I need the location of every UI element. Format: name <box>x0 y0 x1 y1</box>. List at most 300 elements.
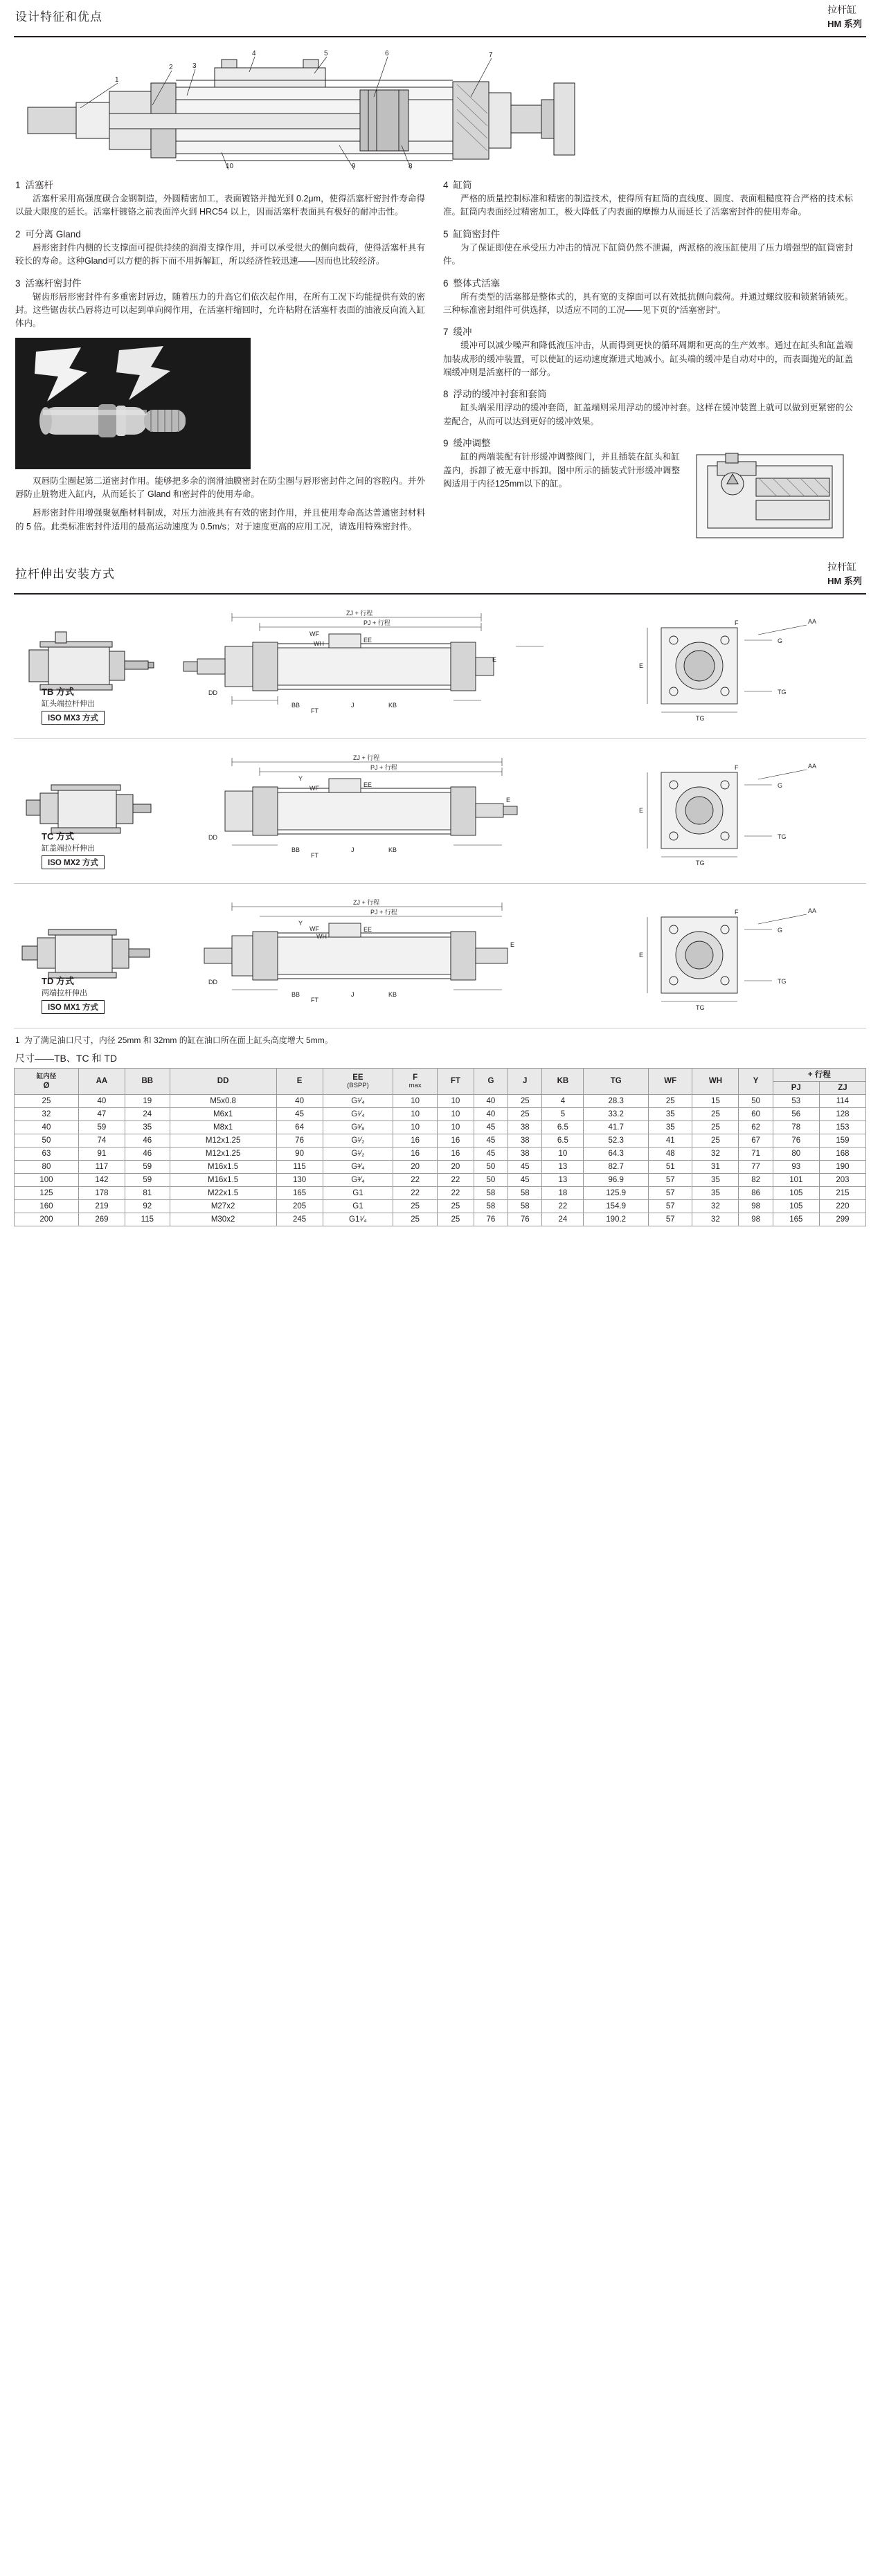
cell-bore: 200 <box>15 1213 79 1226</box>
svg-text:FT: FT <box>311 851 318 859</box>
cell-value: 32 <box>692 1200 739 1213</box>
cell-value: 22 <box>437 1187 474 1200</box>
svg-text:1: 1 <box>115 76 119 84</box>
cell-value: 45 <box>474 1121 508 1134</box>
cell-value: 38 <box>508 1134 542 1148</box>
section1-header <box>0 0 880 36</box>
cell-value: 53 <box>773 1095 819 1108</box>
cell-value: 32 <box>692 1148 739 1161</box>
svg-text:AA: AA <box>808 617 817 625</box>
cell-value: 215 <box>819 1187 865 1200</box>
cell-value: 101 <box>773 1174 819 1187</box>
cell-value: 25 <box>649 1095 692 1108</box>
cell-value: G³⁄₄ <box>323 1161 393 1174</box>
product-series-label: HM 系列 <box>827 19 862 29</box>
svg-text:KB: KB <box>388 990 397 998</box>
cell-value: 24 <box>542 1213 584 1226</box>
svg-text:AA: AA <box>808 762 817 770</box>
cell-value: 22 <box>542 1200 584 1213</box>
svg-text:4: 4 <box>252 50 256 57</box>
cell-value: 165 <box>773 1213 819 1226</box>
mounting-tc-dimension-drawing <box>156 748 599 875</box>
cell-value: M8x1 <box>170 1121 276 1134</box>
cell-value: 62 <box>739 1121 773 1134</box>
svg-text:KB: KB <box>388 846 397 853</box>
mounting-td-iso: ISO MX1 方式 <box>42 1000 105 1014</box>
cell-value: 22 <box>393 1187 438 1200</box>
cell-value: 46 <box>125 1148 170 1161</box>
cell-value: 59 <box>125 1161 170 1174</box>
svg-text:KB: KB <box>388 701 397 709</box>
cell-value: 76 <box>508 1213 542 1226</box>
svg-text:DD: DD <box>208 833 217 841</box>
cell-value: 299 <box>819 1213 865 1226</box>
cell-value: 35 <box>649 1108 692 1121</box>
cell-value: 105 <box>773 1187 819 1200</box>
cell-value: 128 <box>819 1108 865 1121</box>
feature-9 <box>443 435 853 491</box>
cell-value: 60 <box>739 1108 773 1121</box>
cell-bore: 63 <box>15 1148 79 1161</box>
product-family-label: 拉杆缸 <box>827 4 857 15</box>
cell-value: 18 <box>542 1187 584 1200</box>
col-bb: BB <box>125 1069 170 1095</box>
cell-value: 91 <box>78 1148 125 1161</box>
svg-text:TG: TG <box>778 688 787 696</box>
cell-value: M22x1.5 <box>170 1187 276 1200</box>
cell-value: 40 <box>474 1095 508 1108</box>
cell-value: G³⁄₄ <box>323 1174 393 1187</box>
cell-value: 24 <box>125 1108 170 1121</box>
svg-text:E: E <box>639 951 644 959</box>
cell-bore: 25 <box>15 1095 79 1108</box>
cell-value: 56 <box>773 1108 819 1121</box>
cell-value: G1 <box>323 1200 393 1213</box>
feature-6-number: 6 <box>443 278 449 289</box>
cell-value: 57 <box>649 1200 692 1213</box>
svg-text:G: G <box>778 926 783 934</box>
cell-value: 16 <box>393 1148 438 1161</box>
svg-text:WH: WH <box>316 932 327 940</box>
mounting-td-dimension-drawing <box>156 893 599 1019</box>
svg-text:G: G <box>778 781 783 789</box>
svg-text:FT: FT <box>311 996 318 1004</box>
cell-value: G1¹⁄₄ <box>323 1213 393 1226</box>
cell-value: 38 <box>508 1148 542 1161</box>
cell-value: 153 <box>819 1121 865 1134</box>
cell-bore: 100 <box>15 1174 79 1187</box>
cell-value: 82 <box>739 1174 773 1187</box>
feature-5-number: 5 <box>443 228 449 239</box>
table-row <box>15 1200 866 1213</box>
cell-value: 78 <box>773 1121 819 1134</box>
svg-text:E: E <box>506 796 511 804</box>
section2-header-right <box>827 560 862 588</box>
feature-5 <box>443 226 853 269</box>
cell-value: 90 <box>276 1148 323 1161</box>
cell-value: 115 <box>125 1213 170 1226</box>
cell-value: 154.9 <box>584 1200 649 1213</box>
mounting-tb-label <box>42 684 105 725</box>
seal-caption-2: 唇形密封件用增强聚氨酯材料制成，对压力油液具有有效的密封作用，并且使用寿命高达普通密封材料的 5 倍。此类标准密封件适用的最高运动速度为 0.5m/s；对于速度更高的应用工况，请选用特殊密封件。 <box>15 508 425 532</box>
cell-value: 205 <box>276 1200 323 1213</box>
feature-6-heading: 整体式活塞 <box>453 278 501 289</box>
cell-value: 40 <box>78 1095 125 1108</box>
mounting-td-desc: 两端拉杆伸出 <box>42 989 87 998</box>
table-row <box>15 1108 866 1121</box>
cell-value: 178 <box>78 1187 125 1200</box>
mounting-tb-dimension-drawing <box>156 604 599 730</box>
col-aa: AA <box>78 1069 125 1095</box>
cell-value: 98 <box>739 1200 773 1213</box>
mounting-tc-desc: 缸盖端拉杆伸出 <box>42 844 95 853</box>
feature-5-heading: 缸筒密封件 <box>453 228 501 239</box>
feature-4-body: 严格的质量控制标准和精密的制造技术，使得所有缸筒的直线度、圆度、表面粗糙度符合严格的技术标准。缸筒内表面经过精密加工，极大降低了内表面的摩擦力从而延长了活塞密封件的使用寿命。 <box>443 194 853 217</box>
col-y: Y <box>739 1069 773 1095</box>
cell-value: 64.3 <box>584 1148 649 1161</box>
cell-value: 48 <box>649 1148 692 1161</box>
svg-text:BB: BB <box>291 701 300 709</box>
feature-7-body: 缓冲可以减少噪声和降低液压冲击，从而得到更快的循环周期和更高的生产效率。通过在缸头和缸盖端加装成形的缓冲装置，可以使缸的运动速度渐进式地减小。缸头端的缓冲是自动对中的，而表面抛光的缸盖端缓冲则是活塞杆的一部分。 <box>443 341 853 377</box>
col-f-sub: max <box>408 1081 422 1089</box>
cell-value: 105 <box>773 1200 819 1213</box>
svg-text:TG: TG <box>778 977 787 985</box>
mounting-block-td <box>14 888 866 1028</box>
cell-value: 31 <box>692 1161 739 1174</box>
cell-value: 190 <box>819 1161 865 1174</box>
section2-header <box>0 557 880 593</box>
feature-4-heading: 缸筒 <box>453 180 472 190</box>
cell-value: 32 <box>692 1213 739 1226</box>
cell-value: 25 <box>692 1108 739 1121</box>
mounting-tc-label <box>42 829 105 869</box>
cell-value: 5 <box>542 1108 584 1121</box>
table-row <box>15 1174 866 1187</box>
cell-value: M12x1.25 <box>170 1134 276 1148</box>
col-ee: EE (BSPP) <box>323 1069 393 1095</box>
cell-value: 22 <box>437 1174 474 1187</box>
cell-value: 46 <box>125 1134 170 1148</box>
cell-value: 269 <box>78 1213 125 1226</box>
cell-value: 115 <box>276 1161 323 1174</box>
section1-title: 设计特征和优点 <box>15 10 102 24</box>
cell-value: 13 <box>542 1161 584 1174</box>
svg-text:WH: WH <box>314 640 324 647</box>
cell-value: 10 <box>393 1121 438 1134</box>
feature-8-body: 缸头端采用浮动的缓冲套筒，缸盖端则采用浮动的缓冲衬套。这样在缓冲装置上就可以做到更紧密的公差配合，从而可以达到更好的缓冲效果。 <box>443 403 853 426</box>
col-kb: KB <box>542 1069 584 1095</box>
section2-title: 拉杆伸出安装方式 <box>15 568 115 581</box>
cell-value: 40 <box>276 1095 323 1108</box>
cell-value: 165 <box>276 1187 323 1200</box>
col-tg: TG <box>584 1069 649 1095</box>
cell-value: 203 <box>819 1174 865 1187</box>
cell-value: 81 <box>125 1187 170 1200</box>
cell-value: 16 <box>437 1134 474 1148</box>
col-g: G <box>474 1069 508 1095</box>
table-row <box>15 1213 866 1226</box>
table-row <box>15 1095 866 1108</box>
svg-text:WF: WF <box>309 784 319 792</box>
col-zj: ZJ <box>819 1082 865 1095</box>
mounting-tc-code: TC 方式 <box>42 831 74 842</box>
features-right-column <box>443 177 853 545</box>
cell-value: 76 <box>773 1134 819 1148</box>
svg-text:J: J <box>351 990 354 998</box>
cell-value: 59 <box>78 1121 125 1134</box>
cell-value: 10 <box>437 1108 474 1121</box>
svg-text:ZJ + 行程: ZJ + 行程 <box>346 609 373 617</box>
cell-value: 25 <box>508 1108 542 1121</box>
cell-bore: 160 <box>15 1200 79 1213</box>
svg-text:10: 10 <box>226 163 234 170</box>
cell-value: 57 <box>649 1187 692 1200</box>
cell-value: 82.7 <box>584 1161 649 1174</box>
feature-7-number: 7 <box>443 327 449 338</box>
cell-value: 50 <box>739 1095 773 1108</box>
svg-text:ZJ + 行程: ZJ + 行程 <box>353 898 380 906</box>
feature-9-heading: 缓冲调整 <box>453 438 491 449</box>
cell-value: 57 <box>649 1213 692 1226</box>
dimension-table-title: 尺寸——TB、TC 和 TD <box>15 1053 117 1064</box>
svg-text:DD: DD <box>208 978 217 986</box>
svg-text:E: E <box>492 655 497 663</box>
table-row <box>15 1187 866 1200</box>
feature-8-number: 8 <box>443 389 449 400</box>
product-family-label-2: 拉杆缸 <box>827 561 857 573</box>
svg-text:9: 9 <box>352 163 356 170</box>
cell-value: 142 <box>78 1174 125 1187</box>
svg-text:7: 7 <box>489 51 493 59</box>
mounting-tb-code: TB 方式 <box>42 687 74 698</box>
cell-value: 220 <box>819 1200 865 1213</box>
cell-value: 40 <box>474 1108 508 1121</box>
product-series-label-2: HM 系列 <box>827 576 862 587</box>
cell-value: 45 <box>474 1148 508 1161</box>
svg-text:F: F <box>735 763 739 771</box>
cell-value: 92 <box>125 1200 170 1213</box>
cell-value: 16 <box>437 1148 474 1161</box>
table-row <box>15 1161 866 1174</box>
mounting-td-label <box>42 974 105 1014</box>
cell-value: G¹⁄₄ <box>323 1095 393 1108</box>
feature-9-body: 缸的两端装配有针形缓冲调整阀门，并且插装在缸头和缸盖内，拆卸了被无意中拆卸。图中所示的插装式针形缓冲调整阀适用于内径125mm以下的缸。 <box>443 452 680 489</box>
svg-text:TG: TG <box>696 859 705 867</box>
cell-value: 96.9 <box>584 1174 649 1187</box>
svg-text:2: 2 <box>169 64 173 71</box>
cell-value: 45 <box>474 1134 508 1148</box>
cell-value: 4 <box>542 1095 584 1108</box>
cell-value: M16x1.5 <box>170 1174 276 1187</box>
mounting-tc-end-view <box>599 752 862 871</box>
cell-value: 41.7 <box>584 1121 649 1134</box>
mounting-td-code: TD 方式 <box>42 976 74 987</box>
feature-2-number: 2 <box>15 228 21 239</box>
svg-text:FT: FT <box>311 707 318 714</box>
feature-1 <box>15 177 425 219</box>
cell-value: 25 <box>393 1200 438 1213</box>
col-group-stroke: + 行程 <box>773 1069 865 1082</box>
cell-value: 64 <box>276 1121 323 1134</box>
cell-value: 25 <box>692 1121 739 1134</box>
feature-2-body: 唇形密封件内侧的长支撑面可提供持续的润滑支撑作用，并可以承受很大的侧向载荷，使得活塞杆具有较长的寿命。这种Gland可以方便的拆下而不用拆解缸，所以经济性较迅速——因而也比较经济。 <box>15 242 425 266</box>
feature-9-number: 9 <box>443 438 449 449</box>
cell-value: 77 <box>739 1161 773 1174</box>
svg-text:F: F <box>735 619 739 626</box>
feature-2-heading: 可分离 Gland <box>25 228 81 239</box>
feature-4-number: 4 <box>443 180 449 190</box>
cell-bore: 125 <box>15 1187 79 1200</box>
svg-text:J: J <box>351 846 354 853</box>
cell-value: 52.3 <box>584 1134 649 1148</box>
cell-value: 58 <box>474 1187 508 1200</box>
feature-3 <box>15 275 425 331</box>
col-wh: WH <box>692 1069 739 1095</box>
cell-value: 38 <box>508 1121 542 1134</box>
cell-value: G¹⁄₂ <box>323 1148 393 1161</box>
svg-text:E: E <box>639 662 644 669</box>
feature-1-number: 1 <box>15 180 21 190</box>
feature-7 <box>443 324 853 379</box>
cell-value: 50 <box>474 1161 508 1174</box>
cell-value: 25 <box>393 1213 438 1226</box>
cell-value: G¹⁄₄ <box>323 1108 393 1121</box>
cell-value: G¹⁄₂ <box>323 1134 393 1148</box>
mounting-td-end-view <box>599 896 862 1016</box>
svg-text:DD: DD <box>208 689 217 696</box>
cell-value: G1 <box>323 1187 393 1200</box>
cell-value: 10 <box>393 1108 438 1121</box>
cell-value: 35 <box>692 1187 739 1200</box>
cell-value: 71 <box>739 1148 773 1161</box>
dimension-table-body <box>15 1095 866 1226</box>
table-row <box>15 1134 866 1148</box>
feature-4 <box>443 177 853 219</box>
cell-value: 219 <box>78 1200 125 1213</box>
cell-value: 76 <box>276 1134 323 1148</box>
col-ee-sub: (BSPP) <box>347 1081 369 1089</box>
feature-3-number: 3 <box>15 278 21 289</box>
svg-text:G: G <box>778 637 783 644</box>
cell-value: 22 <box>393 1174 438 1187</box>
cell-value: 25 <box>508 1095 542 1108</box>
cell-value: 10 <box>542 1148 584 1161</box>
header-divider-2 <box>14 593 866 595</box>
feature-5-body: 为了保证即使在承受压力冲击的情况下缸筒仍然不泄漏，两派格的液压缸使用了压力增强型的缸筒密封件。 <box>443 242 853 266</box>
svg-text:TG: TG <box>696 714 705 722</box>
seal-photograph <box>15 338 251 469</box>
cell-value: 47 <box>78 1108 125 1121</box>
cell-value: G³⁄₈ <box>323 1121 393 1134</box>
feature-6 <box>443 275 853 318</box>
svg-text:WF: WF <box>309 925 319 932</box>
cell-value: 57 <box>649 1174 692 1187</box>
feature-1-heading: 活塞杆 <box>25 180 54 190</box>
svg-text:EE: EE <box>363 781 372 788</box>
feature-3-heading: 活塞杆密封件 <box>25 278 82 289</box>
feature-6-body: 所有类型的活塞都是整体式的，具有宽的支撑面可以有效抵抗侧向载荷。并通过螺纹胶和锁紧销锁死。三种标准密封组件可供选择，以适应不同的工况——见下页的“活塞密封”。 <box>443 291 853 315</box>
mounting-block-tb <box>14 599 866 739</box>
cell-value: 45 <box>508 1174 542 1187</box>
cell-value: 20 <box>437 1161 474 1174</box>
cell-value: 76 <box>474 1213 508 1226</box>
svg-text:F: F <box>735 908 739 916</box>
cell-value: 67 <box>739 1134 773 1148</box>
seal-caption-1: 双唇防尘圈起第二道密封作用。能够把多余的润滑油膜密封在防尘圈与唇形密封件之间的容腔内。并外唇防止脏物进入缸内，从而延长了 Gland 和密封件的使用寿命。 <box>15 475 425 499</box>
cell-bore: 32 <box>15 1108 79 1121</box>
svg-text:E: E <box>639 806 644 814</box>
cell-bore: 50 <box>15 1134 79 1148</box>
cell-value: 15 <box>692 1095 739 1108</box>
cell-value: 86 <box>739 1187 773 1200</box>
feature-8 <box>443 386 853 428</box>
mounting-tb-iso: ISO MX3 方式 <box>42 711 105 725</box>
col-e: E <box>276 1069 323 1095</box>
svg-text:EE: EE <box>363 636 372 644</box>
cell-value: 117 <box>78 1161 125 1174</box>
svg-text:PJ + 行程: PJ + 行程 <box>370 908 397 916</box>
svg-text:PJ + 行程: PJ + 行程 <box>370 763 397 771</box>
cell-value: 168 <box>819 1148 865 1161</box>
mounting-tb-desc: 缸头端拉杆伸出 <box>42 700 95 709</box>
features-columns <box>0 172 880 545</box>
svg-text:Y: Y <box>298 774 303 782</box>
cell-value: 190.2 <box>584 1213 649 1226</box>
mounting-block-tc <box>14 743 866 884</box>
svg-text:BB: BB <box>291 846 300 853</box>
svg-text:8: 8 <box>408 163 413 170</box>
cell-value: 6.5 <box>542 1134 584 1148</box>
cell-value: 245 <box>276 1213 323 1226</box>
svg-text:J: J <box>351 701 354 709</box>
cell-value: 59 <box>125 1174 170 1187</box>
feature-3-body: 锯齿形唇形密封件有多重密封唇边，随着压力的升高它们依次起作用，在所有工况下均能提供有效的密封。这些锯齿状凸唇将边可以起到单向阀作用，在活塞杆缩回时，允许粘附在活塞杆表面的油液反向流入缸体内。 <box>15 291 425 329</box>
cell-value: 6.5 <box>542 1121 584 1134</box>
cell-value: M12x1.25 <box>170 1148 276 1161</box>
cell-value: 10 <box>437 1121 474 1134</box>
cell-value: 35 <box>649 1121 692 1134</box>
cell-value: 80 <box>773 1148 819 1161</box>
cell-value: M16x1.5 <box>170 1161 276 1174</box>
cell-value: 25 <box>692 1134 739 1148</box>
cell-value: M30x2 <box>170 1213 276 1226</box>
svg-text:E: E <box>510 941 515 948</box>
cell-value: 74 <box>78 1134 125 1148</box>
cell-value: 45 <box>508 1161 542 1174</box>
section1-header-right <box>827 3 862 31</box>
col-dd: DD <box>170 1069 276 1095</box>
svg-text:TG: TG <box>696 1004 705 1011</box>
cell-bore: 40 <box>15 1121 79 1134</box>
feature-8-heading: 浮动的缓冲衬套和套筒 <box>453 389 547 400</box>
svg-text:TG: TG <box>778 833 787 840</box>
feature-2 <box>15 226 425 269</box>
col-ft: FT <box>437 1069 474 1095</box>
cell-value: 41 <box>649 1134 692 1148</box>
svg-text:6: 6 <box>385 50 389 57</box>
cushion-adjustment-detail-drawing <box>687 451 853 542</box>
mounting-tc-iso: ISO MX2 方式 <box>42 855 105 869</box>
cell-value: 45 <box>276 1108 323 1121</box>
col-pj: PJ <box>773 1082 819 1095</box>
cell-value: 10 <box>437 1095 474 1108</box>
svg-text:5: 5 <box>324 50 328 57</box>
col-bore: 缸内径 Ø <box>15 1069 79 1095</box>
svg-text:ZJ + 行程: ZJ + 行程 <box>353 754 380 761</box>
cell-value: 19 <box>125 1095 170 1108</box>
mounting-tb-end-view <box>599 607 862 727</box>
cell-value: M6x1 <box>170 1108 276 1121</box>
